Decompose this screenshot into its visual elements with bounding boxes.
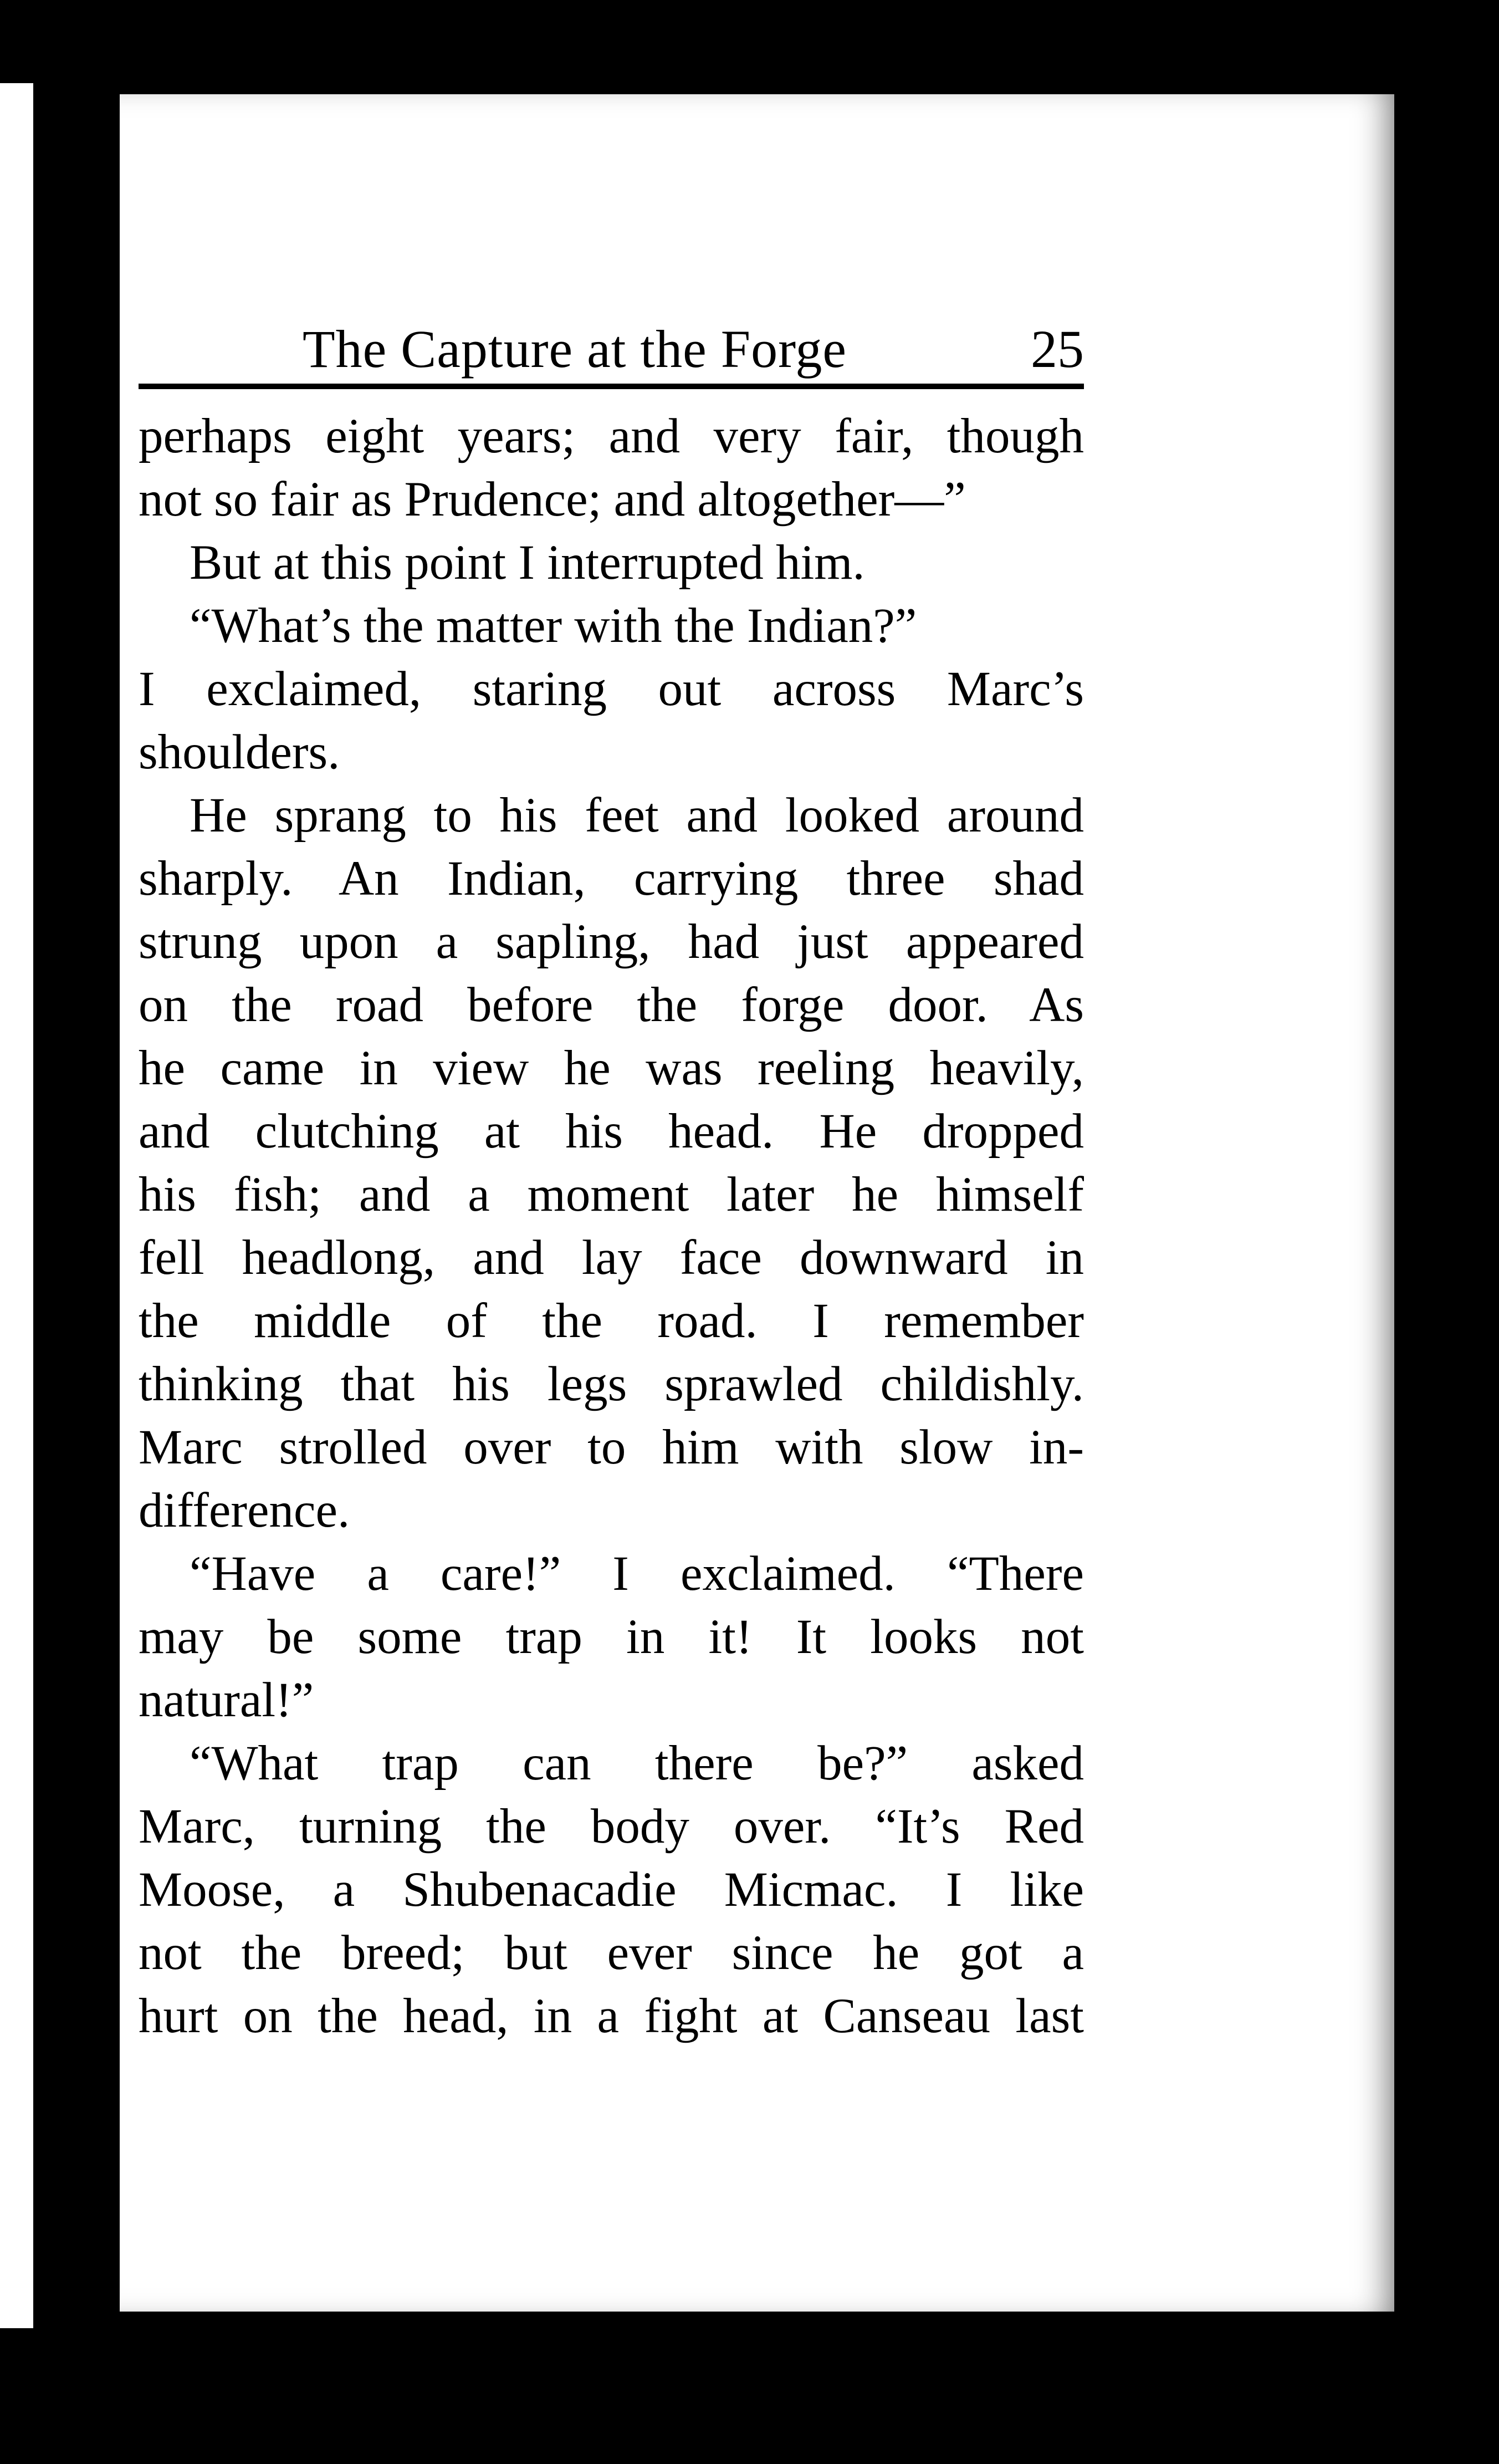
running-title: The Capture at the Forge — [303, 319, 847, 379]
text-line: sharply. An Indian, carrying three shad — [139, 851, 1084, 906]
text-line: his fish; and a moment later he himself — [139, 1167, 1084, 1222]
header-rule — [139, 384, 1084, 389]
text-line: natural!” — [139, 1673, 314, 1727]
text-line: fell headlong, and lay face downward in — [139, 1231, 1084, 1285]
page-header — [139, 305, 1084, 394]
text-line: hurt on the head, in a fight at Canseau last — [139, 1989, 1084, 2043]
text-line: “What’s the matter with the Indian?” — [190, 599, 917, 653]
text-line: perhaps eight years; and very fair, though — [139, 409, 1084, 463]
text-line: Moose, a Shubenacadie Micmac. I like — [139, 1863, 1084, 1917]
text-line: I exclaimed, staring out across Marc’s — [139, 662, 1084, 716]
text-line: shoulders. — [139, 725, 340, 779]
text-line: he came in view he was reeling heavily, — [139, 1041, 1084, 1095]
text-line: But at this point I interrupted him. — [190, 535, 865, 590]
text-line: “Have a care!” I exclaimed. “There — [190, 1547, 1084, 1601]
text-line: difference. — [139, 1483, 350, 1538]
text-line: may be some trap in it! It looks not — [139, 1610, 1084, 1664]
adjacent-page-edge — [0, 83, 33, 2328]
text-line: on the road before the forge door. As — [139, 978, 1084, 1032]
text-line: thinking that his legs sprawled childishly. — [139, 1357, 1084, 1411]
text-line: Marc, turning the body over. “It’s Red — [139, 1799, 1084, 1854]
text-line: Marc strolled over to him with slow in- — [139, 1420, 1084, 1475]
body-text — [139, 405, 1084, 2048]
book-page — [120, 94, 1394, 2312]
text-line: not the breed; but ever since he got a — [139, 1926, 1084, 1980]
text-line: and clutching at his head. He dropped — [139, 1104, 1084, 1159]
text-line: He sprang to his feet and looked around — [190, 788, 1084, 843]
text-line: strung upon a sapling, had just appeared — [139, 915, 1084, 969]
text-line: the middle of the road. I remember — [139, 1294, 1084, 1348]
text-line: “What trap can there be?” asked — [190, 1736, 1084, 1790]
page-number: 25 — [1031, 319, 1084, 379]
text-line: not so fair as Prudence; and altogether—” — [139, 472, 966, 527]
